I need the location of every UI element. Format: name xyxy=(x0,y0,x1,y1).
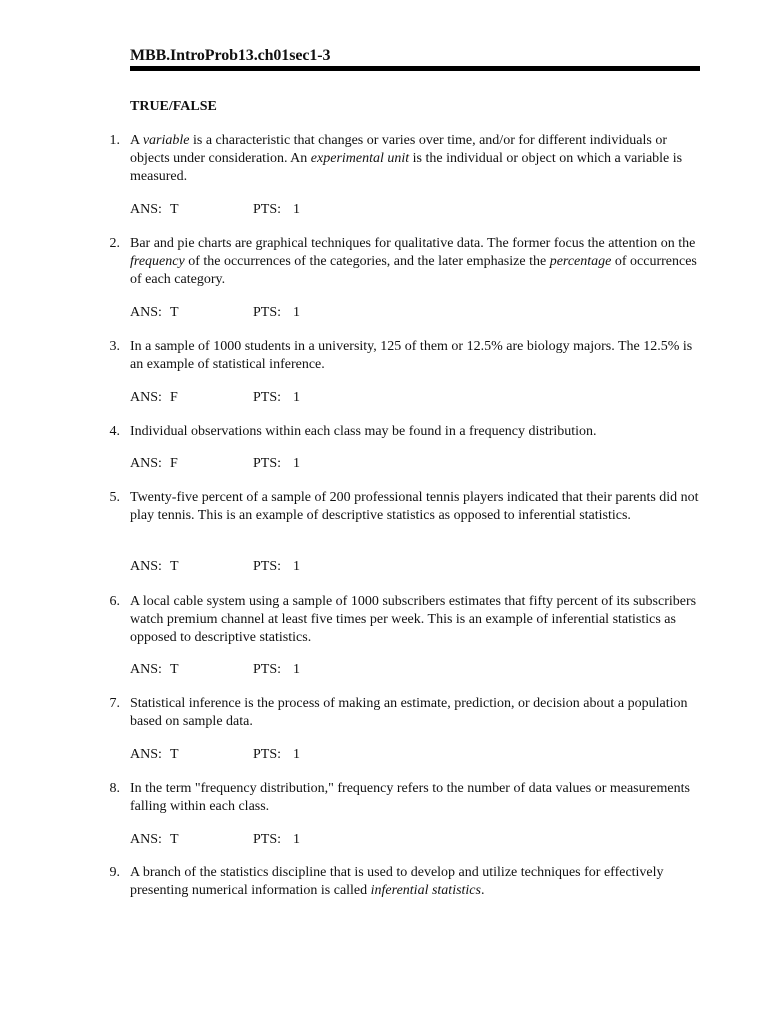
points-label: PTS: xyxy=(253,202,282,217)
question-text-segment: A local cable system using a sample of 1000 subscribers estimates that fifty percent of its subscribers watch premium channel at least five times per week. This is an example of inferential statistics as opposed to descriptive statistics. xyxy=(130,594,697,645)
question-text-segment: In the term "frequency distribution," frequency refers to the number of data values or measurements falling within each class. xyxy=(130,781,690,814)
question-text xyxy=(130,695,702,731)
points-value: 1 xyxy=(293,832,300,847)
answer-value: T xyxy=(170,559,179,574)
question-number: 4. xyxy=(109,424,120,439)
answer-value: F xyxy=(170,390,178,405)
answer-label: ANS: xyxy=(130,662,162,677)
answer-label: ANS: xyxy=(130,832,162,847)
question-text-segment: of occurrences of each category. xyxy=(130,254,697,287)
question-text-segment: A xyxy=(130,133,143,148)
points-value: 1 xyxy=(293,390,300,405)
question-text xyxy=(130,235,702,289)
emphasized-term: percentage xyxy=(549,254,612,269)
answer-row xyxy=(130,558,300,576)
emphasized-term: variable xyxy=(142,133,190,148)
question-text-segment: . xyxy=(480,883,485,898)
points-label: PTS: xyxy=(253,305,282,320)
question-text xyxy=(130,423,702,441)
question-text-segment: Bar and pie charts are graphical techniques for qualitative data. The former focus the attention on the xyxy=(130,236,696,251)
points-label: PTS: xyxy=(253,832,282,847)
question-text-segment: A branch of the statistics discipline that is used to develop and utilize techniques for effectively presenting numerical information is called xyxy=(130,865,664,898)
question-text-segment: Individual observations within each class may be found in a frequency distribution. xyxy=(130,424,597,439)
answer-row xyxy=(130,831,300,849)
answer-label: ANS: xyxy=(130,456,162,471)
answer-row xyxy=(130,304,300,322)
question-text-segment: is the individual or object on which a variable is measured. xyxy=(130,151,683,184)
question-number: 6. xyxy=(109,594,120,609)
answer-row xyxy=(130,746,300,764)
question-text xyxy=(130,864,702,900)
points-value: 1 xyxy=(293,202,300,217)
question-text xyxy=(130,593,702,647)
points-value: 1 xyxy=(293,456,300,471)
answer-label: ANS: xyxy=(130,202,162,217)
question-text xyxy=(130,780,702,816)
question-text-segment: Twenty-five percent of a sample of 200 professional tennis players indicated that their parents did not play tennis. This is an example of descriptive statistics as opposed to inferential statistics. xyxy=(130,490,699,523)
answer-row xyxy=(130,661,300,679)
document-title: MBB.IntroProb13.ch01sec1-3 xyxy=(130,47,331,64)
emphasized-term: frequency xyxy=(130,254,185,269)
points-value: 1 xyxy=(293,305,300,320)
question-text-segment: is a characteristic that changes or varies over time, and/or for different individuals or objects under consideration. An xyxy=(130,133,668,166)
question-number: 5. xyxy=(109,490,120,505)
points-value: 1 xyxy=(293,662,300,677)
answer-row xyxy=(130,201,300,219)
answer-label: ANS: xyxy=(130,305,162,320)
points-value: 1 xyxy=(293,559,300,574)
emphasized-term: experimental unit xyxy=(310,151,410,166)
answer-value: F xyxy=(170,456,178,471)
answer-value: T xyxy=(170,305,179,320)
question-number: 9. xyxy=(109,865,120,880)
points-label: PTS: xyxy=(253,662,282,677)
points-value: 1 xyxy=(293,747,300,762)
question-number: 3. xyxy=(109,339,120,354)
question-text xyxy=(130,132,702,186)
question-text-segment: In a sample of 1000 students in a university, 125 of them or 12.5% are biology majors. The 12.5% is an example of statistical inference. xyxy=(130,339,693,372)
answer-row xyxy=(130,389,300,407)
answer-label: ANS: xyxy=(130,747,162,762)
answer-value: T xyxy=(170,832,179,847)
answer-value: T xyxy=(170,202,179,217)
answer-label: ANS: xyxy=(130,559,162,574)
question-text xyxy=(130,489,702,525)
question-number: 7. xyxy=(109,696,120,711)
answer-value: T xyxy=(170,747,179,762)
emphasized-term: inferential statistics xyxy=(370,883,481,898)
answer-row xyxy=(130,455,300,473)
points-label: PTS: xyxy=(253,559,282,574)
points-label: PTS: xyxy=(253,747,282,762)
points-label: PTS: xyxy=(253,390,282,405)
section-heading: TRUE/FALSE xyxy=(130,99,217,114)
question-number: 1. xyxy=(109,133,120,148)
header-rule xyxy=(130,66,700,71)
answer-label: ANS: xyxy=(130,390,162,405)
question-text-segment: Statistical inference is the process of making an estimate, prediction, or decision about a population based on sample data. xyxy=(130,696,688,729)
points-label: PTS: xyxy=(253,456,282,471)
question-text xyxy=(130,338,702,374)
question-text-segment: of the occurrences of the categories, and the later emphasize the xyxy=(184,254,550,269)
question-number: 8. xyxy=(109,781,120,796)
answer-value: T xyxy=(170,662,179,677)
question-number: 2. xyxy=(109,236,120,251)
